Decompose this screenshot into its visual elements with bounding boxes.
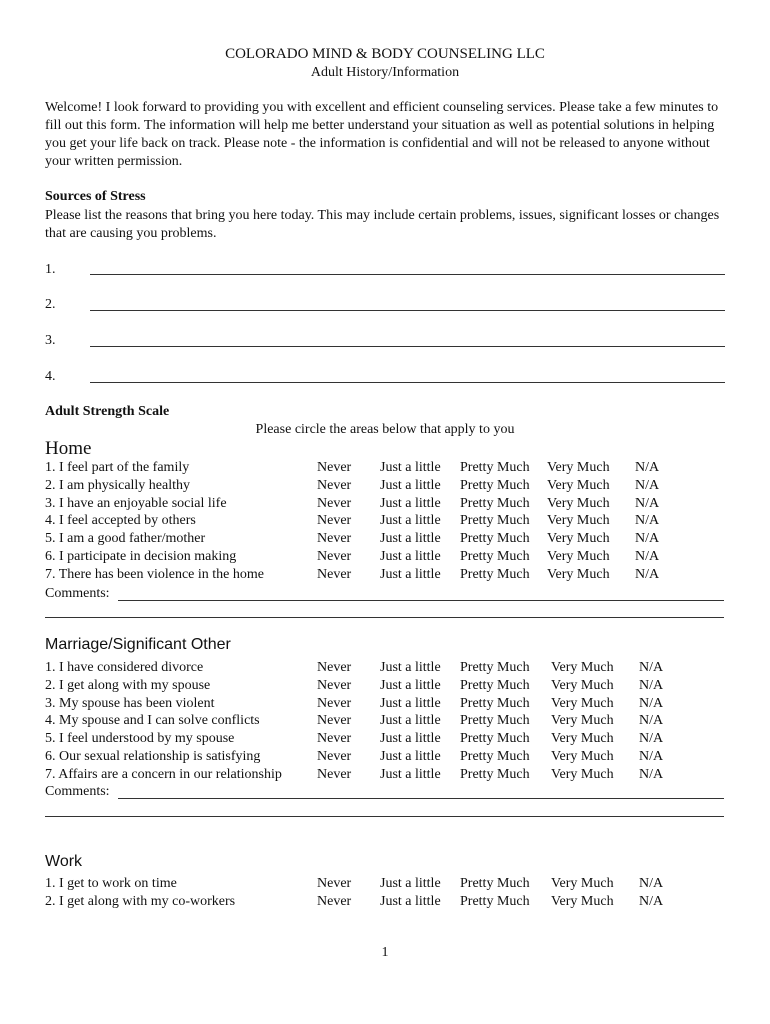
- home-comments-label: Comments:: [45, 586, 110, 601]
- rating-option[interactable]: Very Much: [547, 477, 610, 493]
- rating-option[interactable]: Just a little: [380, 460, 441, 475]
- rating-option[interactable]: Just a little: [380, 713, 441, 729]
- marriage-comments-line[interactable]: [118, 798, 724, 799]
- rating-row: [0, 696, 770, 714]
- rating-option[interactable]: Pretty Much: [460, 731, 530, 747]
- rating-row: [0, 660, 770, 678]
- rating-option[interactable]: Very Much: [547, 495, 610, 511]
- rating-item-label: 6. Our sexual relationship is satisfying: [45, 749, 261, 764]
- rating-item-label: 2. I am physically healthy: [45, 477, 191, 493]
- rating-option[interactable]: Never: [317, 566, 352, 582]
- rating-option[interactable]: Pretty Much: [460, 477, 530, 493]
- rating-item-label: 3. I have an enjoyable social life: [45, 495, 227, 511]
- rating-option[interactable]: Very Much: [551, 713, 614, 729]
- rating-item-label: 4. I feel accepted by others: [45, 513, 196, 529]
- home-comments-line[interactable]: [118, 600, 724, 601]
- stress-number-2: 2.: [45, 297, 56, 312]
- rating-option[interactable]: Very Much: [551, 660, 614, 675]
- rating-option[interactable]: Just a little: [380, 566, 441, 582]
- rating-option[interactable]: Never: [317, 749, 352, 764]
- rating-option[interactable]: Very Much: [551, 677, 614, 693]
- rating-item-label: 1. I get to work on time: [45, 876, 177, 891]
- rating-row: [0, 460, 770, 478]
- rating-row: [0, 513, 770, 531]
- stress-heading: Sources of Stress: [45, 189, 146, 204]
- rating-option[interactable]: Just a little: [380, 677, 441, 693]
- rating-option[interactable]: N/A: [639, 660, 664, 675]
- work-heading: Work: [45, 853, 83, 870]
- rating-item-label: 4. My spouse and I can solve conflicts: [45, 713, 260, 729]
- rating-option[interactable]: Just a little: [380, 531, 441, 547]
- rating-option[interactable]: Never: [317, 513, 352, 529]
- rating-option[interactable]: Just a little: [380, 876, 441, 891]
- rating-item-label: 3. My spouse has been violent: [45, 695, 215, 711]
- marriage-comments-label: Comments:: [45, 784, 110, 799]
- stress-instructions: Please list the reasons that bring you here today. This may include certain problems, issues, significant losses or changes that are causing you problems.: [45, 208, 720, 241]
- rating-option[interactable]: Never: [317, 460, 352, 475]
- rating-option[interactable]: Just a little: [380, 893, 441, 909]
- rating-row: [0, 478, 770, 496]
- rating-option[interactable]: Very Much: [547, 531, 610, 547]
- rating-option[interactable]: Very Much: [551, 876, 614, 891]
- rating-item-label: 1. I feel part of the family: [45, 460, 190, 475]
- rating-option[interactable]: N/A: [639, 695, 664, 711]
- rating-option[interactable]: Never: [317, 531, 352, 547]
- rating-option[interactable]: Just a little: [380, 749, 441, 764]
- rating-option[interactable]: N/A: [639, 713, 664, 729]
- rating-option[interactable]: N/A: [639, 876, 664, 891]
- page-number: 1: [381, 945, 389, 960]
- rating-option[interactable]: N/A: [639, 677, 664, 693]
- rating-option[interactable]: N/A: [635, 460, 660, 475]
- rating-row: [0, 531, 770, 549]
- form-title: COLORADO MIND & BODY COUNSELING LLC: [225, 46, 545, 62]
- rating-option[interactable]: Pretty Much: [460, 660, 530, 675]
- rating-row: [0, 678, 770, 696]
- rating-option[interactable]: Pretty Much: [460, 713, 530, 729]
- rating-option[interactable]: Never: [317, 731, 352, 747]
- rating-option[interactable]: N/A: [635, 513, 660, 529]
- rating-item-label: 6. I participate in decision making: [45, 549, 237, 564]
- rating-item-label: 1. I have considered divorce: [45, 660, 204, 675]
- rating-option[interactable]: Pretty Much: [460, 695, 530, 711]
- rating-row: [0, 713, 770, 731]
- rating-option[interactable]: N/A: [639, 893, 664, 909]
- home-heading: Home: [45, 438, 92, 459]
- rating-row: [0, 894, 770, 912]
- rating-item-label: 2. I get along with my spouse: [45, 677, 211, 693]
- rating-option[interactable]: Never: [317, 766, 352, 782]
- rating-item-label: 2. I get along with my co-workers: [45, 893, 236, 909]
- rating-option[interactable]: Just a little: [380, 477, 441, 493]
- rating-option[interactable]: N/A: [639, 731, 664, 747]
- rating-option[interactable]: Never: [317, 495, 352, 511]
- rating-option[interactable]: N/A: [635, 495, 660, 511]
- form-subtitle: Adult History/Information: [310, 65, 460, 80]
- rating-option[interactable]: N/A: [639, 749, 664, 764]
- rating-option[interactable]: Never: [317, 713, 352, 729]
- rating-option[interactable]: Very Much: [547, 566, 610, 582]
- rating-option[interactable]: Pretty Much: [460, 549, 530, 564]
- rating-option[interactable]: Pretty Much: [460, 766, 530, 782]
- rating-option[interactable]: Pretty Much: [460, 749, 530, 764]
- scale-heading: Adult Strength Scale: [45, 404, 170, 419]
- rating-option[interactable]: Just a little: [380, 495, 441, 511]
- rating-row: [0, 876, 770, 894]
- rating-option[interactable]: Pretty Much: [460, 460, 530, 475]
- rating-option[interactable]: Never: [317, 876, 352, 891]
- rating-option[interactable]: Never: [317, 660, 352, 675]
- rating-option[interactable]: Just a little: [380, 549, 441, 564]
- rating-option[interactable]: Very Much: [551, 893, 614, 909]
- stress-number-4: 4.: [45, 369, 56, 384]
- rating-option[interactable]: Just a little: [380, 731, 441, 747]
- rating-option[interactable]: N/A: [635, 549, 660, 564]
- rating-item-label: 5. I feel understood by my spouse: [45, 731, 235, 747]
- rating-option[interactable]: Very Much: [547, 460, 610, 475]
- rating-option[interactable]: Very Much: [551, 695, 614, 711]
- rating-option[interactable]: N/A: [639, 766, 664, 782]
- rating-option[interactable]: Very Much: [547, 549, 610, 564]
- rating-option[interactable]: Pretty Much: [460, 876, 530, 891]
- rating-option[interactable]: Very Much: [551, 766, 614, 782]
- rating-option[interactable]: Never: [317, 893, 352, 909]
- rating-option[interactable]: Very Much: [551, 731, 614, 747]
- rating-option[interactable]: Just a little: [380, 766, 441, 782]
- marriage-comments-line-2[interactable]: [45, 816, 724, 817]
- rating-option[interactable]: Just a little: [380, 660, 441, 675]
- rating-item-label: 7. Affairs are a concern in our relationship: [45, 766, 282, 782]
- rating-option[interactable]: Never: [317, 677, 352, 693]
- rating-row: [0, 496, 770, 514]
- home-comments-line-2[interactable]: [45, 617, 724, 618]
- rating-row: [0, 731, 770, 749]
- rating-option[interactable]: Never: [317, 549, 352, 564]
- rating-option[interactable]: Just a little: [380, 695, 441, 711]
- rating-option[interactable]: Pretty Much: [460, 677, 530, 693]
- rating-row: [0, 749, 770, 767]
- rating-row: [0, 567, 770, 585]
- rating-option[interactable]: N/A: [635, 531, 660, 547]
- stress-answer-line-2[interactable]: [90, 310, 725, 311]
- stress-number-1: 1.: [45, 262, 56, 277]
- rating-option[interactable]: Never: [317, 695, 352, 711]
- stress-number-3: 3.: [45, 333, 56, 348]
- scale-instruction: Please circle the areas below that apply to you: [255, 422, 515, 437]
- stress-answer-line-4[interactable]: [90, 382, 725, 383]
- stress-answer-line-1[interactable]: [90, 274, 725, 275]
- rating-option[interactable]: Very Much: [551, 749, 614, 764]
- rating-option[interactable]: Pretty Much: [460, 513, 530, 529]
- rating-option[interactable]: N/A: [635, 566, 660, 582]
- rating-option[interactable]: Pretty Much: [460, 531, 530, 547]
- marriage-heading: Marriage/Significant Other: [45, 636, 231, 653]
- stress-answer-line-3[interactable]: [90, 346, 725, 347]
- rating-option[interactable]: N/A: [635, 477, 660, 493]
- rating-option[interactable]: Pretty Much: [460, 893, 530, 909]
- intro-paragraph: Welcome! I look forward to providing you with excellent and efficient counseling services. Please take a few minutes to fill out this form. The information will help me better understand your situation as well as potential solutions in helping you get your life back on track. Please note - the information is confidential and will not be released to anyone without your written permission.: [45, 100, 719, 169]
- rating-option[interactable]: Pretty Much: [460, 495, 530, 511]
- rating-row: [0, 767, 770, 785]
- rating-item-label: 5. I am a good father/mother: [45, 531, 206, 547]
- rating-option[interactable]: Pretty Much: [460, 566, 530, 582]
- rating-item-label: 7. There has been violence in the home: [45, 566, 264, 582]
- rating-option[interactable]: Just a little: [380, 513, 441, 529]
- rating-row: [0, 549, 770, 567]
- rating-option[interactable]: Never: [317, 477, 352, 493]
- rating-option[interactable]: Very Much: [547, 513, 610, 529]
